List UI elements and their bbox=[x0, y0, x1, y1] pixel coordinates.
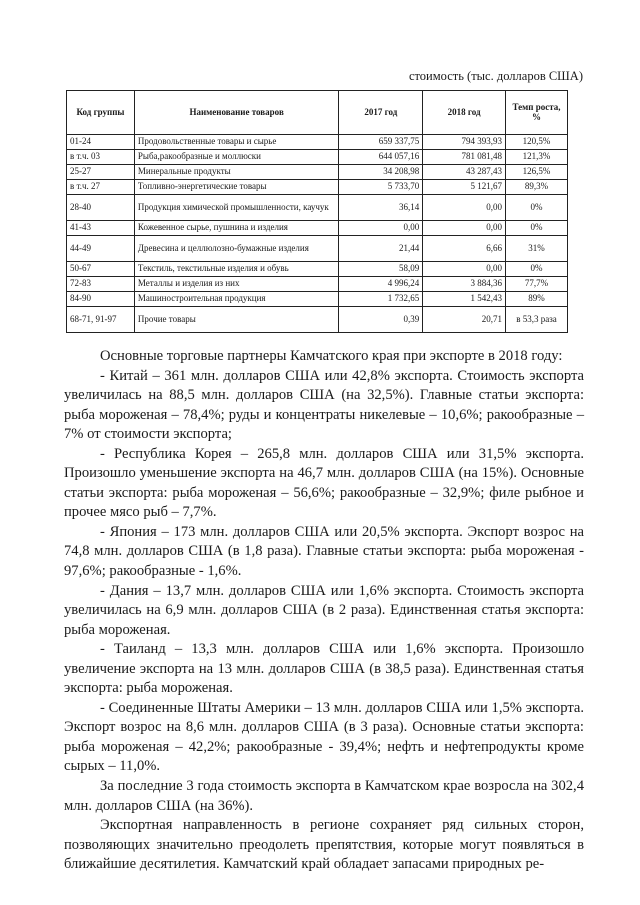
cell-2018: 781 081,48 bbox=[423, 150, 506, 165]
export-goods-table bbox=[66, 90, 568, 333]
cell-rate: 89% bbox=[506, 292, 568, 307]
cell-2017: 5 733,70 bbox=[339, 180, 423, 195]
table-row bbox=[67, 135, 568, 150]
cell-code: 41-43 bbox=[67, 221, 135, 236]
cell-code: в т.ч. 03 bbox=[67, 150, 135, 165]
table-row bbox=[67, 307, 568, 333]
cell-2018: 3 884,36 bbox=[423, 277, 506, 292]
cell-rate: в 53,3 раза bbox=[506, 307, 568, 333]
cell-rate: 120,5% bbox=[506, 135, 568, 150]
cell-name: Топливно-энергетические товары bbox=[134, 180, 338, 195]
header-2017: 2017 год bbox=[339, 91, 423, 135]
cell-rate: 126,5% bbox=[506, 165, 568, 180]
cell-name: Прочие товары bbox=[134, 307, 338, 333]
cell-2017: 34 208,98 bbox=[339, 165, 423, 180]
cell-2018: 0,00 bbox=[423, 262, 506, 277]
cell-rate: 77,7% bbox=[506, 277, 568, 292]
cell-name: Машиностроительная продукция bbox=[134, 292, 338, 307]
paragraph-three-year-growth: За последние 3 года стоимость экспорта в Камчатском крае возросла на 302,4 млн. долларов США (на 36%). bbox=[64, 778, 584, 814]
cell-2017: 0,00 bbox=[339, 221, 423, 236]
paragraph-usa: - Соединенные Штаты Америки – 13 млн. долларов США или 1,5% экспорта. Экспорт возрос на 8,6 млн. долларов США (в 3 раза). Основные статьи экспорта: рыба мороженая – 42,2%; ракообразные - 39,4%; нефть и нефтепродукты кроме сырых – 11,0%. bbox=[64, 699, 584, 775]
cell-2017: 0,39 bbox=[339, 307, 423, 333]
paragraph-denmark: - Дания – 13,7 млн. долларов США или 1,6% экспорта. Стоимость экспорта увеличилась на 6,9 млн. долларов США (в 2 раза). Единственная статья экспорта: рыба мороженая. bbox=[64, 582, 584, 638]
table-row bbox=[67, 195, 568, 221]
cell-code: 28-40 bbox=[67, 195, 135, 221]
cell-name: Металлы и изделия из них bbox=[134, 277, 338, 292]
cell-2017: 58,09 bbox=[339, 262, 423, 277]
header-2018: 2018 год bbox=[423, 91, 506, 135]
table-row bbox=[67, 150, 568, 165]
paragraph-china: - Китай – 361 млн. долларов США или 42,8% экспорта. Стоимость экспорта увеличилась на 88,5 млн. долларов США (на 32,5%). Главные статьи экспорта: рыба мороженая – 78,4%; руды и концентраты никелевые – 10,6%; ракообразные – 7% от стоимости экспорта; bbox=[64, 367, 584, 443]
cell-2018: 794 393,93 bbox=[423, 135, 506, 150]
cell-code: 68-71, 91-97 bbox=[67, 307, 135, 333]
cell-rate: 0% bbox=[506, 195, 568, 221]
body-text bbox=[64, 347, 584, 875]
cell-2017: 644 057,16 bbox=[339, 150, 423, 165]
cell-code: 72-83 bbox=[67, 277, 135, 292]
cell-code: 01-24 bbox=[67, 135, 135, 150]
cell-name: Древесина и целлюлозно-бумажные изделия bbox=[134, 236, 338, 262]
cell-rate: 89,3% bbox=[506, 180, 568, 195]
table-unit-caption: стоимость (тыс. долларов США) bbox=[408, 69, 583, 83]
cell-name: Минеральные продукты bbox=[134, 165, 338, 180]
cell-rate: 0% bbox=[506, 262, 568, 277]
paragraph-export-orientation: Экспортная направленность в регионе сохраняет ряд сильных сторон, позволяющих значительно преодолеть препятствия, которые могут появляться в ближайшие десятилетия. Камчатский край обладает запасами природных ре- bbox=[64, 817, 584, 873]
cell-code: в т.ч. 27 bbox=[67, 180, 135, 195]
cell-2018: 0,00 bbox=[423, 221, 506, 236]
table-row bbox=[67, 262, 568, 277]
paragraph-thailand: - Таиланд – 13,3 млн. долларов США или 1,6% экспорта. Произошло увеличение экспорта на 13 млн. долларов США (в 38,5 раза). Единственная статья экспорта: рыба мороженая. bbox=[64, 641, 584, 697]
table-row bbox=[67, 236, 568, 262]
cell-name: Продовольственные товары и сырье bbox=[134, 135, 338, 150]
table-row bbox=[67, 292, 568, 307]
cell-2017: 4 996,24 bbox=[339, 277, 423, 292]
table-row bbox=[67, 277, 568, 292]
cell-code: 25-27 bbox=[67, 165, 135, 180]
cell-2017: 1 732,65 bbox=[339, 292, 423, 307]
cell-rate: 121,3% bbox=[506, 150, 568, 165]
cell-name: Продукция химической промышленности, каучук bbox=[134, 195, 338, 221]
table-row bbox=[67, 221, 568, 236]
paragraph-korea: - Республика Корея – 265,8 млн. долларов США или 31,5% экспорта. Произошло уменьшение экспорта на 46,7 млн. долларов США (на 15%). Основные статьи экспорта: рыба мороженая – 56,6%; ракообразные – 32,9%; филе рыбное и прочее мясо рыб – 7,7%. bbox=[64, 445, 584, 521]
cell-2018: 0,00 bbox=[423, 195, 506, 221]
paragraph-partners-intro: Основные торговые партнеры Камчатского края при экспорте в 2018 году: bbox=[100, 348, 563, 364]
cell-2017: 21,44 bbox=[339, 236, 423, 262]
cell-2018: 1 542,43 bbox=[423, 292, 506, 307]
cell-2018: 5 121,67 bbox=[423, 180, 506, 195]
cell-name: Текстиль, текстильные изделия и обувь bbox=[134, 262, 338, 277]
cell-2017: 36,14 bbox=[339, 195, 423, 221]
cell-2018: 6,66 bbox=[423, 236, 506, 262]
cell-code: 84-90 bbox=[67, 292, 135, 307]
header-growth-rate: Темп роста, % bbox=[506, 91, 568, 135]
table-row bbox=[67, 180, 568, 195]
cell-2018: 20,71 bbox=[423, 307, 506, 333]
cell-code: 44-49 bbox=[67, 236, 135, 262]
paragraph-japan: - Япония – 173 млн. долларов США или 20,5% экспорта. Экспорт возрос на 74,8 млн. долларов США (в 1,8 раза). Главные статьи экспорта: рыба мороженая - 97,6%; ракообразные - 1,6%. bbox=[64, 523, 584, 580]
table-header-row bbox=[67, 91, 568, 135]
cell-2018: 43 287,43 bbox=[423, 165, 506, 180]
header-code: Код группы bbox=[67, 91, 135, 135]
cell-rate: 31% bbox=[506, 236, 568, 262]
cell-2017: 659 337,75 bbox=[339, 135, 423, 150]
header-name: Наименование товаров bbox=[134, 91, 338, 135]
cell-code: 50-67 bbox=[67, 262, 135, 277]
cell-name: Рыба,ракообразные и моллюски bbox=[134, 150, 338, 165]
cell-rate: 0% bbox=[506, 221, 568, 236]
table-row bbox=[67, 165, 568, 180]
cell-name: Кожевенное сырье, пушнина и изделия bbox=[134, 221, 338, 236]
